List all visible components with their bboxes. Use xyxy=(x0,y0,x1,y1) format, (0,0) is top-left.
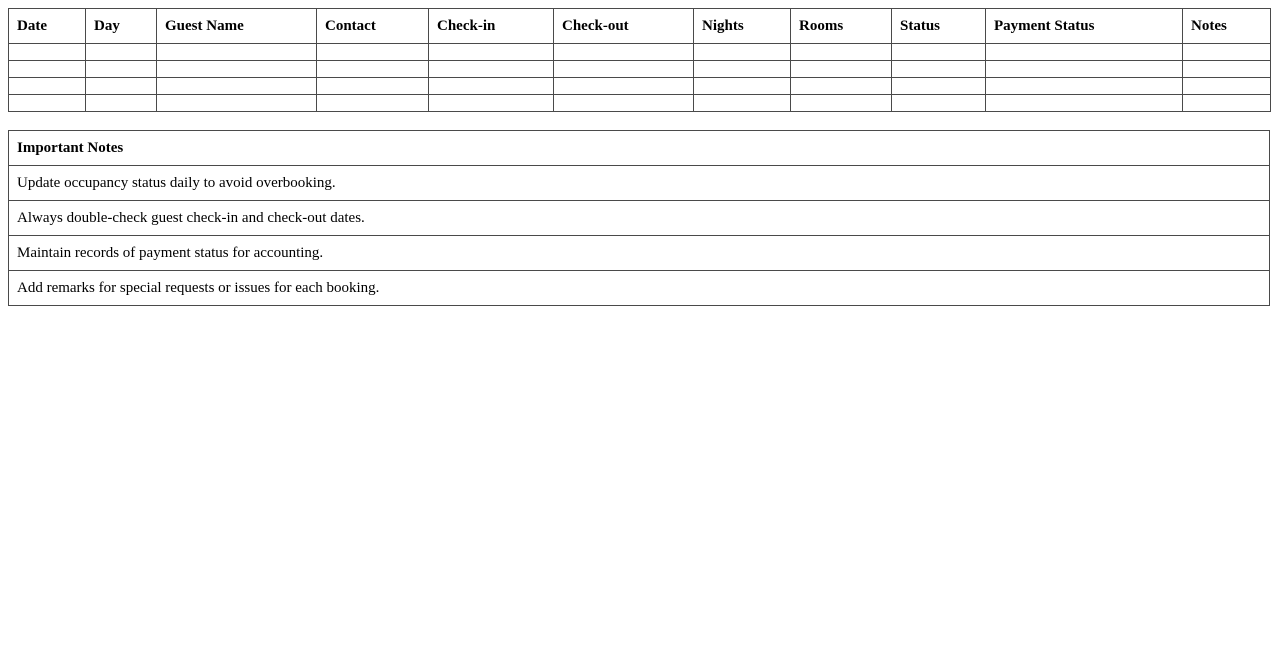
column-header-check-in: Check-in xyxy=(429,9,554,44)
table-cell-contact[interactable] xyxy=(317,78,429,95)
column-header-rooms: Rooms xyxy=(791,9,892,44)
table-cell-check-in[interactable] xyxy=(429,78,554,95)
notes-header-row xyxy=(9,131,1270,166)
table-cell-guest-name[interactable] xyxy=(157,61,317,78)
table-cell-rooms[interactable] xyxy=(791,95,892,112)
column-header-notes: Notes xyxy=(1183,9,1271,44)
table-cell-nights[interactable] xyxy=(694,61,791,78)
column-header-nights: Nights xyxy=(694,9,791,44)
booking-table xyxy=(8,8,1271,112)
note-item: Always double-check guest check-in and check-out dates. xyxy=(9,201,1270,236)
note-row xyxy=(9,271,1270,306)
table-cell-date[interactable] xyxy=(9,61,86,78)
table-cell-status[interactable] xyxy=(892,78,986,95)
column-header-payment-status: Payment Status xyxy=(986,9,1183,44)
table-cell-contact[interactable] xyxy=(317,61,429,78)
note-item: Maintain records of payment status for accounting. xyxy=(9,236,1270,271)
note-row xyxy=(9,166,1270,201)
table-cell-check-out[interactable] xyxy=(554,95,694,112)
table-cell-day[interactable] xyxy=(86,61,157,78)
table-cell-date[interactable] xyxy=(9,95,86,112)
table-cell-date[interactable] xyxy=(9,44,86,61)
table-cell-rooms[interactable] xyxy=(791,44,892,61)
table-cell-guest-name[interactable] xyxy=(157,44,317,61)
header-row xyxy=(9,9,1271,44)
table-cell-payment-status[interactable] xyxy=(986,95,1183,112)
important-notes-table xyxy=(8,130,1270,306)
table-cell-day[interactable] xyxy=(86,44,157,61)
column-header-contact: Contact xyxy=(317,9,429,44)
table-cell-check-in[interactable] xyxy=(429,95,554,112)
table-cell-notes[interactable] xyxy=(1183,61,1271,78)
table-cell-rooms[interactable] xyxy=(791,61,892,78)
table-cell-rooms[interactable] xyxy=(791,78,892,95)
table-cell-contact[interactable] xyxy=(317,44,429,61)
column-header-day: Day xyxy=(86,9,157,44)
note-row xyxy=(9,236,1270,271)
column-header-date: Date xyxy=(9,9,86,44)
table-cell-check-out[interactable] xyxy=(554,61,694,78)
table-cell-day[interactable] xyxy=(86,78,157,95)
column-header-status: Status xyxy=(892,9,986,44)
table-cell-check-in[interactable] xyxy=(429,61,554,78)
table-cell-notes[interactable] xyxy=(1183,44,1271,61)
note-item: Add remarks for special requests or issues for each booking. xyxy=(9,271,1270,306)
table-cell-status[interactable] xyxy=(892,61,986,78)
table-row xyxy=(9,61,1271,78)
table-cell-check-out[interactable] xyxy=(554,78,694,95)
table-row xyxy=(9,44,1271,61)
table-cell-notes[interactable] xyxy=(1183,95,1271,112)
table-cell-date[interactable] xyxy=(9,78,86,95)
table-cell-day[interactable] xyxy=(86,95,157,112)
table-row xyxy=(9,95,1271,112)
table-cell-payment-status[interactable] xyxy=(986,78,1183,95)
table-cell-status[interactable] xyxy=(892,44,986,61)
table-cell-check-out[interactable] xyxy=(554,44,694,61)
column-header-guest-name: Guest Name xyxy=(157,9,317,44)
note-row xyxy=(9,201,1270,236)
table-cell-payment-status[interactable] xyxy=(986,44,1183,61)
table-cell-status[interactable] xyxy=(892,95,986,112)
table-row xyxy=(9,78,1271,95)
note-item: Update occupancy status daily to avoid overbooking. xyxy=(9,166,1270,201)
table-cell-check-in[interactable] xyxy=(429,44,554,61)
notes-title: Important Notes xyxy=(9,131,1270,166)
table-cell-guest-name[interactable] xyxy=(157,95,317,112)
table-cell-payment-status[interactable] xyxy=(986,61,1183,78)
table-cell-nights[interactable] xyxy=(694,78,791,95)
table-cell-notes[interactable] xyxy=(1183,78,1271,95)
column-header-check-out: Check-out xyxy=(554,9,694,44)
table-cell-contact[interactable] xyxy=(317,95,429,112)
table-cell-nights[interactable] xyxy=(694,44,791,61)
table-cell-guest-name[interactable] xyxy=(157,78,317,95)
table-cell-nights[interactable] xyxy=(694,95,791,112)
